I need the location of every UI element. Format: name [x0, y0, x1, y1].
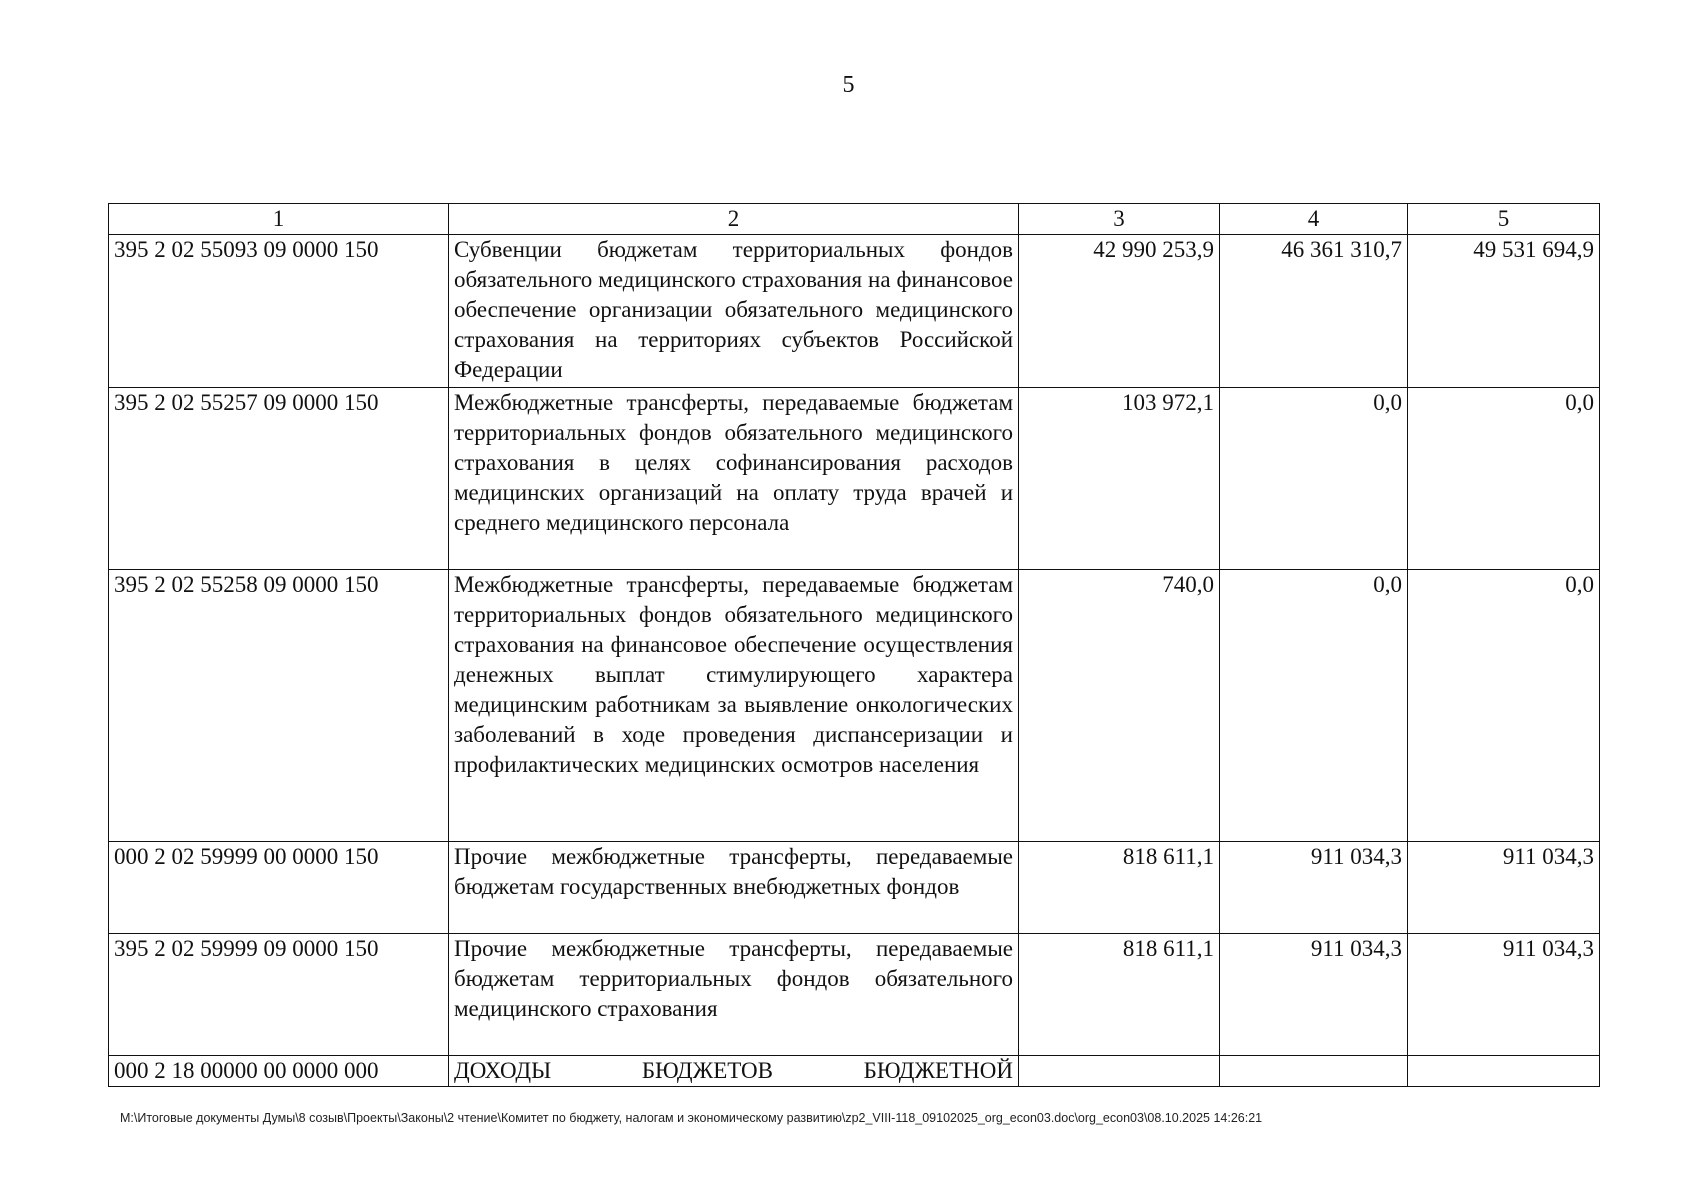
document-file-path: M:\Итоговые документы Думы\8 созыв\Проекты\Законы\2 чтение\Комитет по бюджету, налогам и экономическому развитию\zp2_VIII-118_09102025_org_econ03.doc\org_econ03\08.10.2025 14:26:21	[120, 1111, 1263, 1125]
value-col5: 49 531 694,9	[1408, 235, 1600, 388]
value-col4: 911 034,3	[1220, 934, 1408, 1056]
table-row	[109, 1056, 1600, 1087]
value-col5: 911 034,3	[1408, 934, 1600, 1056]
row-description: Прочие межбюджетные трансферты, передаваемые бюджетам территориальных фондов обязательного медицинского страхования	[449, 934, 1019, 1056]
budget-code: 395 2 02 55257 09 0000 150	[109, 388, 449, 570]
value-col3: 103 972,1	[1019, 388, 1220, 570]
budget-code: 395 2 02 55258 09 0000 150	[109, 570, 449, 842]
value-col4: 911 034,3	[1220, 842, 1408, 934]
table-row	[109, 570, 1600, 842]
value-col3: 818 611,1	[1019, 842, 1220, 934]
value-col3: 740,0	[1019, 570, 1220, 842]
table-row	[109, 842, 1600, 934]
revenue-table	[108, 203, 1600, 1087]
value-col5: 0,0	[1408, 388, 1600, 570]
budget-code: 000 2 02 59999 00 0000 150	[109, 842, 449, 934]
value-col4: 0,0	[1220, 570, 1408, 842]
row-description: Прочие межбюджетные трансферты, передаваемые бюджетам государственных внебюджетных фондов	[449, 842, 1019, 934]
value-col5	[1408, 1056, 1600, 1087]
column-header: 3	[1019, 204, 1220, 235]
value-col3: 818 611,1	[1019, 934, 1220, 1056]
budget-code: 395 2 02 55093 09 0000 150	[109, 235, 449, 388]
column-header: 2	[449, 204, 1019, 235]
table-row	[109, 235, 1600, 388]
table-header-row	[109, 204, 1600, 235]
row-description: Субвенции бюджетам территориальных фондов обязательного медицинского страхования на финансовое обеспечение организации обязательного медицинского страхования на территориях субъектов Российской Федерации	[449, 235, 1019, 388]
row-description: Межбюджетные трансферты, передаваемые бюджетам территориальных фондов обязательного медицинского страхования на финансовое обеспечение осуществления денежных выплат стимулирующего характера медицинским работникам за выявление онкологических заболеваний в ходе проведения диспансеризации и профилактических медицинских осмотров населения	[449, 570, 1019, 842]
row-description: Межбюджетные трансферты, передаваемые бюджетам территориальных фондов обязательного медицинского страхования в целях софинансирования расходов медицинских организаций на оплату труда врачей и среднего медицинского персонала	[449, 388, 1019, 570]
value-col5: 0,0	[1408, 570, 1600, 842]
value-col3: 42 990 253,9	[1019, 235, 1220, 388]
budget-code: 395 2 02 59999 09 0000 150	[109, 934, 449, 1056]
row-description: ДОХОДЫ БЮДЖЕТОВ БЮДЖЕТНОЙ	[449, 1056, 1019, 1087]
table-row	[109, 388, 1600, 570]
value-col5: 911 034,3	[1408, 842, 1600, 934]
column-header: 1	[109, 204, 449, 235]
value-col4: 46 361 310,7	[1220, 235, 1408, 388]
column-header: 4	[1220, 204, 1408, 235]
budget-code: 000 2 18 00000 00 0000 000	[109, 1056, 449, 1087]
value-col4	[1220, 1056, 1408, 1087]
column-header: 5	[1408, 204, 1600, 235]
page-number: 5	[842, 72, 855, 98]
value-col3	[1019, 1056, 1220, 1087]
table-row	[109, 934, 1600, 1056]
value-col4: 0,0	[1220, 388, 1408, 570]
